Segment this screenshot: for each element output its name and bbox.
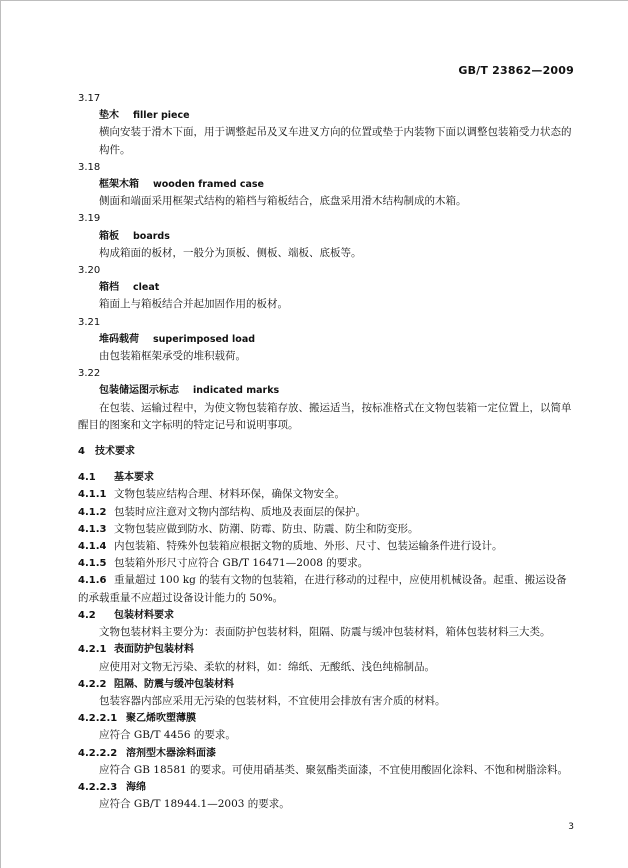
term-chinese: 堆码载荷	[99, 333, 139, 345]
clause-title: 包装材料要求	[114, 609, 174, 621]
clause-item: 4.1.3 文物包装应做到防水、防潮、防霉、防虫、防震、防尘和防变形。	[78, 522, 419, 535]
clause-text: 应符合 GB 18581 的要求。可使用硝基类、聚氨酯类面漆，不宜使用酸固化涂料、不饱和树脂涂料。	[99, 763, 569, 776]
page-number: 3	[568, 822, 574, 832]
term-english: indicated marks	[193, 385, 280, 397]
clause-number: 4.2.2	[78, 678, 107, 690]
clause-title: 海绵	[126, 781, 146, 793]
clause-title: 溶剂型木器涂料面漆	[126, 747, 216, 759]
clause-text: 应使用对文物无污染、柔软的材料，如：绵纸、无酸纸、浅色纯棉制品。	[99, 660, 435, 673]
term-number: 3.17	[78, 93, 101, 104]
term-definition: 侧面和端面采用框架式结构的箱档与箱板结合，底盘采用滑木结构制成的木箱。	[99, 195, 467, 208]
clause-number: 4.2.2.2	[78, 747, 118, 759]
term-number: 3.19	[78, 213, 101, 225]
term-definition: 箱面上与箱板结合并起加固作用的板材。	[99, 298, 288, 311]
term-definition: 在包装、运输过程中，为使文物包装箱存放、搬运适当，按标准格式在文物包装箱一定位置上，以简单醒目的图案和文字标明的特定记号和说明事项。	[78, 401, 572, 431]
clause-text: 文物包装材料主要分为：表面防护包装材料，阻隔、防震与缓冲包装材料，箱体包装材料三大类。	[99, 626, 551, 639]
clause-number: 4.2.2.1	[78, 713, 118, 725]
clause-text: 应符合 GB/T 18944.1—2003 的要求。	[99, 798, 290, 811]
term-number: 3.21	[78, 316, 101, 328]
standard-number: GB/T 23862—2009	[458, 64, 574, 77]
term-english: superimposed load	[153, 333, 256, 345]
term-entry	[78, 90, 576, 159]
clause-title: 阻隔、防震与缓冲包装材料	[114, 678, 234, 690]
term-chinese: 垫木	[99, 110, 119, 122]
term-english: cleat	[133, 282, 160, 294]
term-entry	[78, 262, 576, 314]
clause-item: 4.1.5 包装箱外形尺寸应符合 GB/T 16471—2008 的要求。	[78, 557, 369, 570]
clause-title: 表面防护包装材料	[114, 644, 194, 656]
clause-text: 包装容器内部应采用无污染的包装材料，不宜使用会排放有害介质的材料。	[99, 694, 446, 707]
document-body	[78, 90, 576, 813]
clause-item: 4.1.2 包装时应注意对文物内部结构、质地及表面层的保护。	[78, 505, 366, 518]
term-number: 3.18	[78, 161, 101, 173]
term-number: 3.22	[78, 368, 101, 380]
clause-item: 4.1.1 文物包装应结构合理、材料环保，确保文物安全。	[78, 488, 345, 501]
term-definition: 构成箱面的板材，一般分为顶板、侧板、端板、底板等。	[99, 246, 362, 259]
term-english: filler piece	[133, 110, 190, 122]
term-entry	[78, 365, 576, 434]
term-chinese: 箱档	[99, 282, 119, 294]
page-edge-left	[0, 0, 1, 868]
term-entry	[78, 314, 576, 366]
clause-number: 4.2.2.3	[78, 781, 118, 793]
clause-item: 4.1.4 内包装箱、特殊外包装箱应根据文物的质地、外形、尺寸、包装运输条件进行设计。	[78, 540, 503, 553]
clause-number: 4.1	[78, 472, 96, 484]
clause-text: 应符合 GB/T 4456 的要求。	[99, 729, 236, 742]
term-chinese: 框架木箱	[99, 179, 139, 191]
term-english: boards	[133, 230, 170, 242]
clause-title: 聚乙烯吹塑薄膜	[126, 713, 196, 725]
clause-item: 4.1.6 重量超过 100 kg 的装有文物的包装箱，在进行移动的过程中，应使用机械设备。起重、搬运设备的承载重量不应超过设备设计能力的 50%。	[78, 574, 567, 604]
term-entry	[78, 210, 576, 262]
term-entry	[78, 159, 576, 211]
term-definition: 由包装箱框架承受的堆积载荷。	[99, 350, 246, 363]
clause-number: 4.2.1	[78, 644, 107, 656]
page-edge-top	[0, 0, 628, 1]
term-chinese: 箱板	[99, 230, 119, 242]
section-heading: 4 技术要求	[78, 446, 135, 458]
term-definition: 横向安装于滑木下面，用于调整起吊及叉车进叉方向的位置或垫于内装物下面以调整包装箱受力状态的构件。	[99, 126, 572, 156]
term-chinese: 包装储运图示标志	[99, 385, 179, 397]
term-number: 3.20	[78, 265, 101, 277]
term-english: wooden framed case	[153, 179, 264, 191]
clause-title: 基本要求	[114, 472, 154, 484]
clause-number: 4.2	[78, 609, 96, 621]
